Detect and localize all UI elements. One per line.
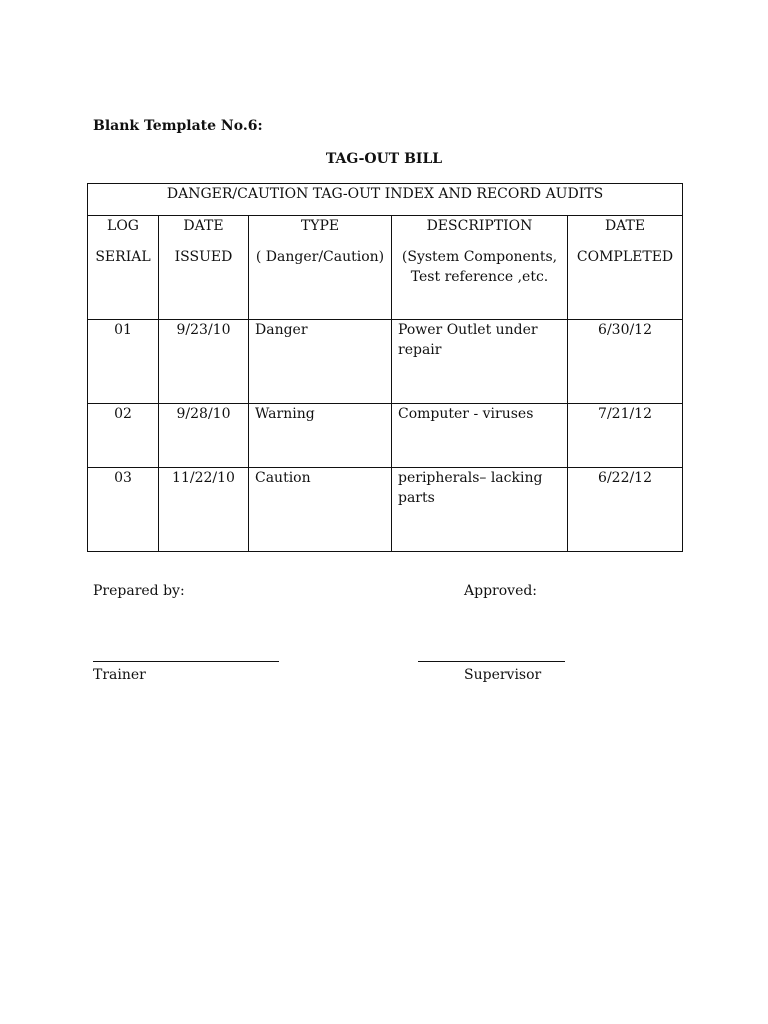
cell-date-completed: 6/30/12 [568, 320, 683, 404]
table-header-row [88, 216, 683, 320]
approved-label: Approved: [464, 583, 538, 599]
cell-description: Computer - viruses [392, 404, 568, 468]
cell-type: Danger [249, 320, 392, 404]
cell-log-serial: 03 [88, 468, 159, 552]
supervisor-label: Supervisor [464, 667, 542, 683]
table-caption-row [88, 184, 683, 216]
cell-date-completed: 6/22/12 [568, 468, 683, 552]
document-title: TAG-OUT BILL [325, 151, 443, 167]
cell-type: Warning [249, 404, 392, 468]
column-header-date-issued [159, 216, 249, 320]
table-row [88, 468, 683, 552]
cell-date-issued: 11/22/10 [159, 468, 249, 552]
template-heading: Blank Template No.6: [93, 118, 263, 134]
cell-description: Power Outlet under repair [392, 320, 568, 404]
column-header-line1: DATE [604, 218, 646, 234]
trainer-signature-line [93, 661, 279, 662]
supervisor-signature-line [418, 661, 565, 662]
column-header-line2: SERIAL [95, 249, 151, 265]
table-row [88, 404, 683, 468]
column-header-date-completed [568, 216, 683, 320]
cell-description: peripherals– lacking parts [392, 468, 568, 552]
cell-date-issued: 9/23/10 [159, 320, 249, 404]
cell-log-serial: 02 [88, 404, 159, 468]
cell-log-serial: 01 [88, 320, 159, 404]
cell-type: Caution [249, 468, 392, 552]
column-header-line2: (System Components, Test reference ,etc. [401, 249, 558, 285]
table-caption: DANGER/CAUTION TAG-OUT INDEX AND RECORD AUDITS [88, 184, 683, 216]
column-header-log-serial [88, 216, 159, 320]
column-header-line1: DESCRIPTION [426, 218, 533, 234]
table-row [88, 320, 683, 404]
column-header-line1: DATE [183, 218, 224, 234]
column-header-line1: LOG [107, 218, 139, 234]
prepared-by-label: Prepared by: [93, 583, 185, 599]
column-header-description [392, 216, 568, 320]
cell-date-completed: 7/21/12 [568, 404, 683, 468]
column-header-type [249, 216, 392, 320]
tag-out-record-table [87, 183, 683, 552]
cell-date-issued: 9/28/10 [159, 404, 249, 468]
column-header-line2: ISSUED [174, 249, 233, 265]
trainer-label: Trainer [93, 667, 146, 683]
column-header-line1: TYPE [300, 218, 340, 234]
column-header-line2: COMPLETED [576, 249, 674, 265]
column-header-line2: ( Danger/Caution) [255, 249, 385, 265]
